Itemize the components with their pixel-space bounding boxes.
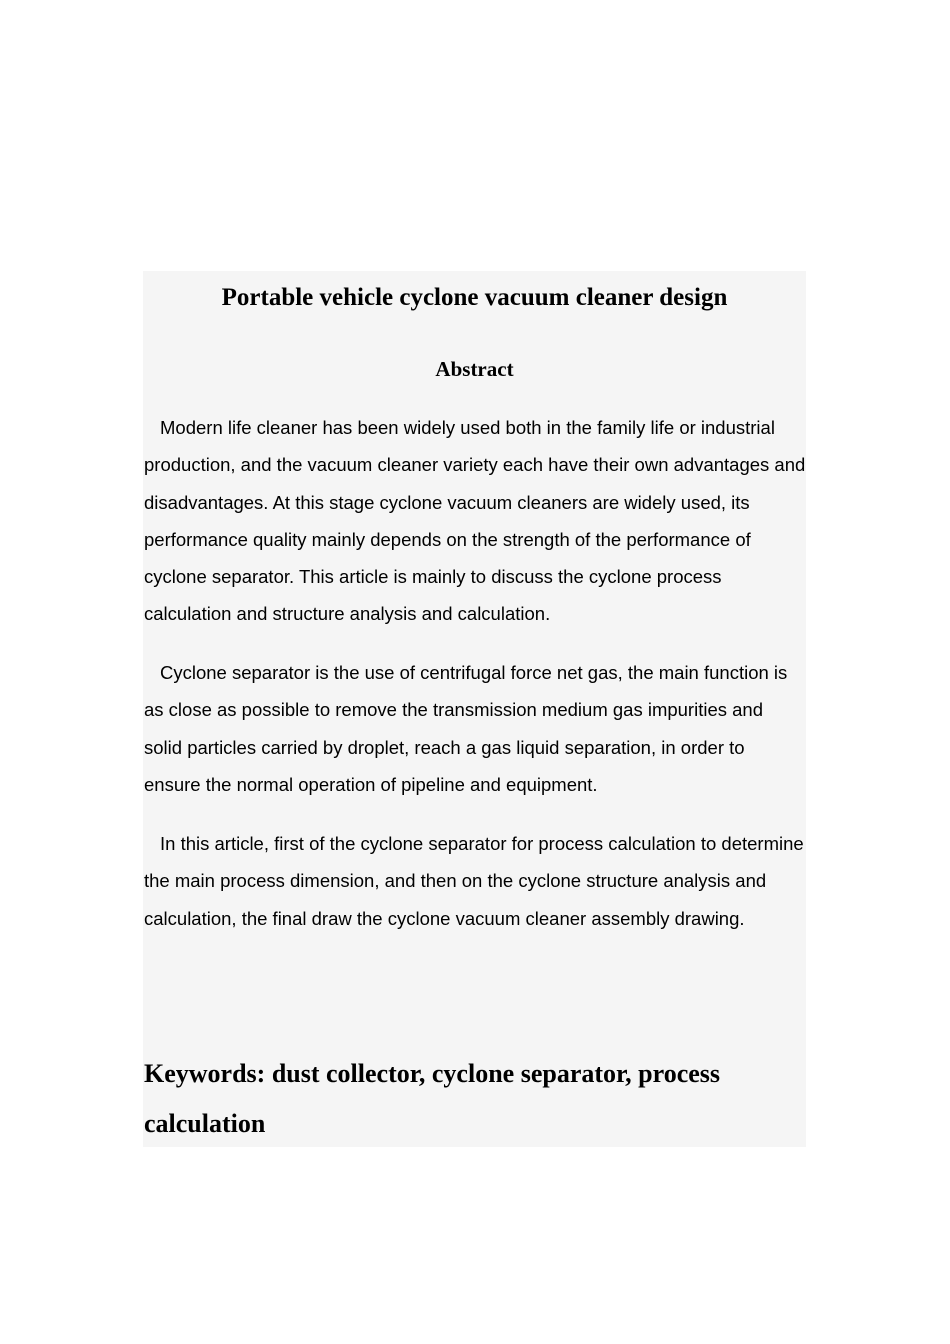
abstract-paragraph-2: Cyclone separator is the use of centrifugal force net gas, the main function is as close as possible to remove the transmission medium gas impurities and solid particles carried by droplet, reach a gas liquid separation, in order to ensure the normal operation of pipeline and equipment. — [144, 662, 788, 795]
abstract-section — [143, 271, 806, 1147]
abstract-paragraph-1: Modern life cleaner has been widely used both in the family life or industrial production, and the vacuum cleaner variety each have their own advantages and disadvantages. At this stage cyclone vacuum cleaners are widely used, its performance quality mainly depends on the strength of the performance of cyclone separator. This article is mainly to discuss the cyclone process calculation and structure analysis and calculation. — [144, 417, 806, 625]
document-title: Portable vehicle cyclone vacuum cleaner design — [221, 284, 728, 311]
keywords-line: Keywords: dust collector, cyclone separator, process calculation — [144, 1059, 721, 1138]
abstract-heading: Abstract — [435, 357, 514, 381]
abstract-paragraph-3: In this article, first of the cyclone separator for process calculation to determine the main process dimension, and then on the cyclone structure analysis and calculation, the final draw the cyclone vacuum cleaner assembly drawing. — [144, 833, 804, 929]
